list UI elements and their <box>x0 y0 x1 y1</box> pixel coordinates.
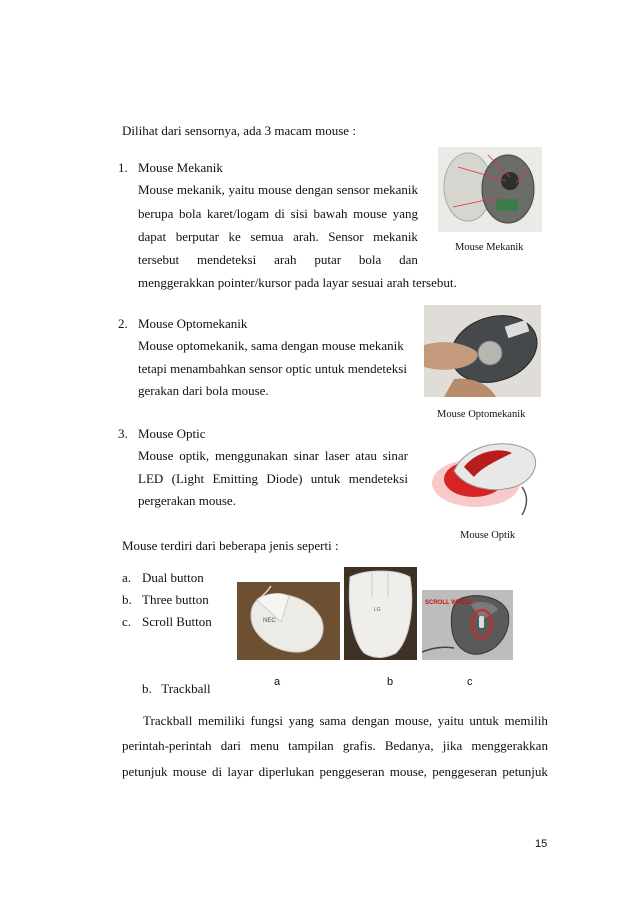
word: memiliki <box>197 713 245 728</box>
word: Bedanya, <box>384 738 434 753</box>
caption-mouse-optomekanik: Mouse Optomekanik <box>437 409 526 420</box>
word: di <box>211 764 223 779</box>
word: sinar <box>293 448 320 463</box>
word: penggeseran <box>319 764 385 779</box>
word: putar <box>314 252 342 267</box>
word: berputar <box>175 229 219 244</box>
word: laser <box>324 448 350 463</box>
item-2-number: 2. <box>118 316 128 331</box>
item-3-title: Mouse Optic <box>138 426 206 441</box>
word: LED <box>138 471 164 486</box>
word: jika <box>442 738 463 753</box>
word: arah. <box>293 229 319 244</box>
word: menggunakan <box>215 448 288 463</box>
image-label-c: c <box>467 676 473 688</box>
word: dan <box>399 252 418 267</box>
mouse-mekanik-photo <box>438 147 542 232</box>
trackball-heading: b. Trackball <box>142 681 211 696</box>
word: menu <box>250 738 279 753</box>
word: mekanik <box>373 229 418 244</box>
item-1-title: Mouse Mekanik <box>138 160 223 175</box>
word: sensor <box>336 182 370 197</box>
word: mouse <box>353 206 388 221</box>
word: sama <box>319 713 347 728</box>
word: berupa <box>138 206 174 221</box>
word: (Light <box>171 471 205 486</box>
word: diperlukan <box>258 764 315 779</box>
item-3-number: 3. <box>118 426 128 441</box>
word: menggerakkan <box>471 738 548 753</box>
word: grafis. <box>342 738 376 753</box>
word: atau <box>355 448 377 463</box>
word: dapat <box>138 229 167 244</box>
scroll-button-mouse-photo <box>422 590 513 660</box>
item-3-line-2 <box>138 468 408 490</box>
item-1-line-4 <box>138 249 418 271</box>
word: yaitu <box>437 713 464 728</box>
item-1-line-3 <box>138 226 418 248</box>
word: mekanik, <box>176 182 225 197</box>
word: karet/logam <box>207 206 270 221</box>
word: mouse, <box>394 713 433 728</box>
word: yaitu <box>228 182 255 197</box>
item-2-title: Mouse Optomekanik <box>138 316 248 331</box>
word: untuk <box>469 713 499 728</box>
word: arah <box>274 252 297 267</box>
word: sisi <box>290 206 308 221</box>
word: petunjuk <box>502 764 548 779</box>
word: yang <box>392 206 418 221</box>
jenis-a-letter: a. <box>122 570 132 585</box>
word: Mouse <box>138 448 174 463</box>
item-1-line-2 <box>138 203 418 225</box>
word: mekanik <box>373 182 418 197</box>
word: sinar <box>382 448 408 463</box>
word: Mouse <box>138 182 174 197</box>
svg-text:NEC: NEC <box>263 618 276 624</box>
word: petunjuk <box>122 764 168 779</box>
jenis-b-label: Three button <box>142 592 209 607</box>
word: layar <box>227 764 254 779</box>
paragraph-line-2 <box>122 735 548 757</box>
jenis-c-letter: c. <box>122 614 132 629</box>
word: mouse <box>257 182 292 197</box>
word: optik, <box>179 448 210 463</box>
image-label-a: a <box>274 676 281 688</box>
word: bola <box>179 206 202 221</box>
word: bawah <box>313 206 348 221</box>
caption-mouse-optik: Mouse Optik <box>460 530 516 541</box>
word: Emitting <box>212 471 258 486</box>
paragraph-line-3 <box>122 761 548 783</box>
word: dengan <box>351 713 390 728</box>
word: fungsi <box>250 713 283 728</box>
caption-mouse-mekanik: Mouse Mekanik <box>455 242 524 253</box>
word: di <box>274 206 285 221</box>
word: perintah-perintah <box>122 738 212 753</box>
svg-text:SCROLL WHEEL: SCROLL WHEEL <box>425 600 473 606</box>
three-button-mouse-photo <box>344 567 417 660</box>
intro-text: Dilihat dari sensornya, ada 3 macam mouse : <box>122 123 356 138</box>
page-number: 15 <box>535 838 548 850</box>
word: Trackball <box>143 713 193 728</box>
jenis-c-label: Scroll Button <box>142 614 212 629</box>
jenis-intro-text: Mouse terdiri dari beberapa jenis seperti : <box>122 538 339 553</box>
word: penggeseran <box>432 764 498 779</box>
word: semua <box>250 229 284 244</box>
item-2-line-2: tetapi menambahkan sensor optic untuk mendeteksi <box>138 361 407 376</box>
word: untuk <box>310 471 341 486</box>
word: yang <box>288 713 314 728</box>
word: bola <box>358 252 382 267</box>
svg-text:LG: LG <box>374 607 381 613</box>
item-2-line-3: gerakan dari bola mouse. <box>138 383 269 398</box>
dual-button-mouse-photo <box>237 582 340 660</box>
word: mouse, <box>389 764 427 779</box>
word: tersebut <box>138 252 180 267</box>
word: tampilan <box>288 738 334 753</box>
mouse-optomekanik-photo <box>424 305 541 397</box>
word: dari <box>220 738 241 753</box>
jenis-a-label: Dual button <box>142 570 204 585</box>
item-1-line-5: menggerakkan pointer/kursor pada layar sesuai arah tersebut. <box>138 275 457 290</box>
word: memilih <box>504 713 548 728</box>
word: mendeteksi <box>197 252 257 267</box>
paragraph-line-1 <box>143 710 548 732</box>
item-1-line-1 <box>138 179 418 201</box>
mouse-optik-photo <box>430 431 548 515</box>
word: dengan <box>295 182 333 197</box>
item-2-line-1: Mouse optomekanik, sama dengan mouse mekanik <box>138 338 404 353</box>
word: Diode) <box>266 471 303 486</box>
word: ke <box>228 229 241 244</box>
word: mouse <box>172 764 207 779</box>
item-3-line-3: pergerakan mouse. <box>138 493 236 508</box>
jenis-b-letter: b. <box>122 592 132 607</box>
item-1-number: 1. <box>118 160 128 175</box>
word: mendeteksi <box>348 471 408 486</box>
item-3-line-1 <box>138 445 408 467</box>
image-label-b: b <box>387 676 394 688</box>
word: Sensor <box>328 229 364 244</box>
